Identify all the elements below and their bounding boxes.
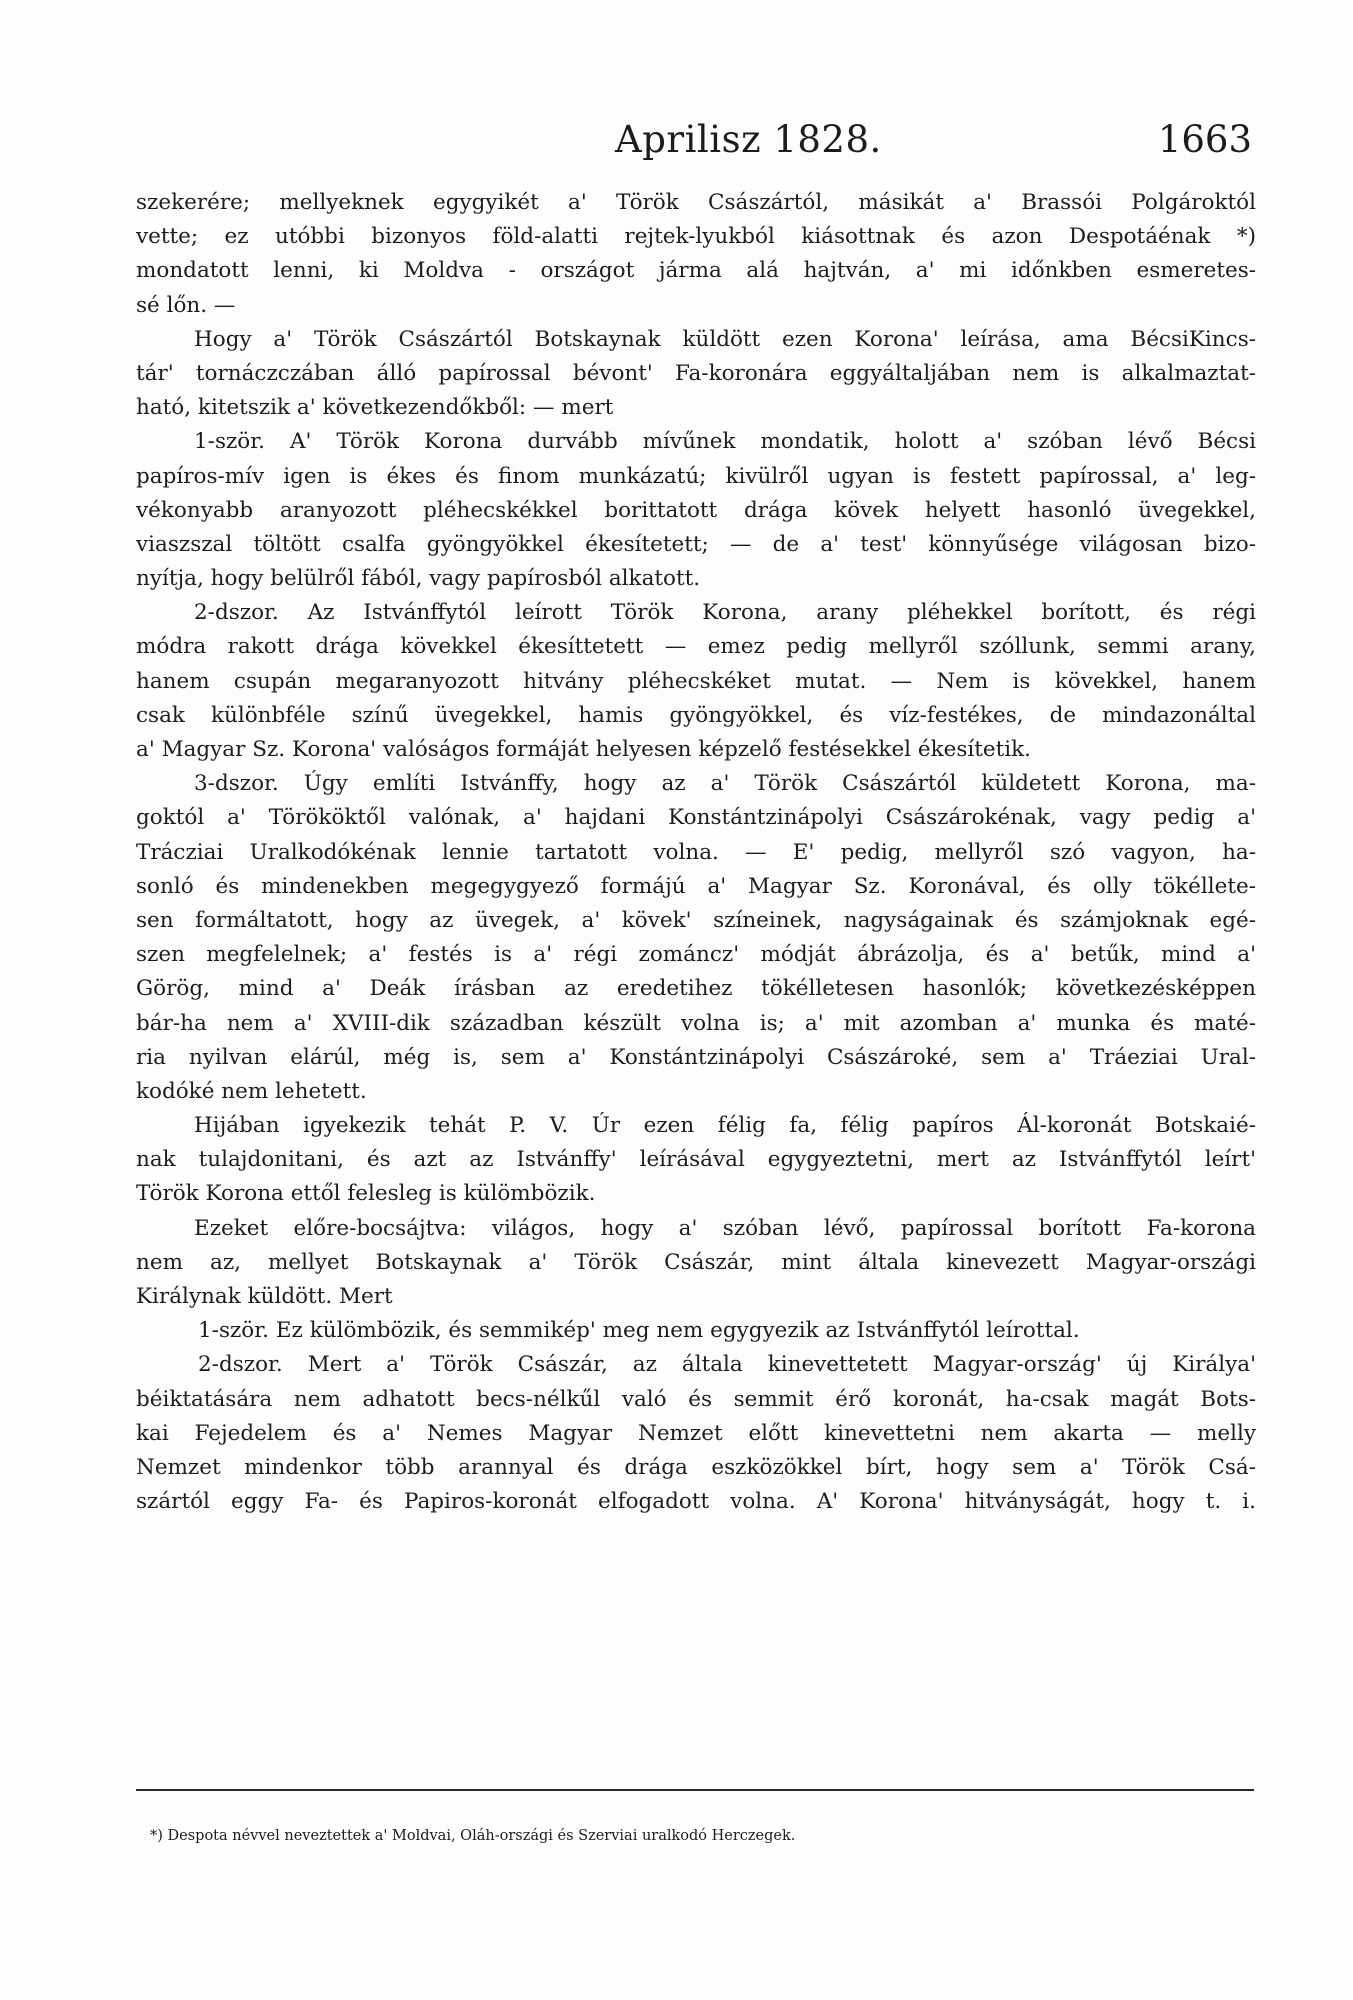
text-line: 3-dszor. Úgy említi Istvánffy, hogy az a' Török Császártól küldetett Korona, ma- bbox=[194, 771, 1256, 797]
page-header bbox=[140, 118, 1252, 168]
text-line: bár-ha nem a' XVIII-dik században készült volna is; a' mit azomban a' munka és maté- bbox=[136, 1010, 1256, 1036]
text-line: Hogy a' Török Császártól Botskaynak küldött ezen Korona' leírása, ama BécsiKincs- bbox=[194, 326, 1256, 352]
text-line: viaszszal töltött csalfa gyöngyökkel ékesítetett; — de a' test' könnyűsége világosan bizo- bbox=[136, 531, 1256, 557]
text-line: szártól eggy Fa- és Papiros-koronát elfogadott volna. A' Korona' hitványságát, hogy t. i. bbox=[136, 1489, 1256, 1515]
text-line: nyítja, hogy belülről fából, vagy papírosból alkatott. bbox=[136, 566, 701, 592]
text-line: 2-dszor. Mert a' Török Császár, az általa kinevettetett Magyar-ország' új Királya' bbox=[198, 1352, 1256, 1378]
text-line: csak különbféle színű üvegekkel, hamis gyöngyökkel, és víz-festékes, de mindazonáltal bbox=[136, 702, 1256, 728]
text-line: Török Korona ettől felesleg is külömbözik. bbox=[136, 1181, 596, 1207]
text-line: goktól a' Törököktől valónak, a' hajdani Konstántzinápolyi Császárokénak, vagy pedig a' bbox=[136, 805, 1256, 831]
text-line: tár' tornáczczában álló papírossal bévont' Fa-koronára eggyáltaljában nem is alkalmaztat- bbox=[136, 360, 1256, 386]
text-line: papíros-mív igen is ékes és finom munkázatú; kivülről ugyan is festett papírossal, a' leg- bbox=[136, 463, 1256, 489]
body-text bbox=[136, 186, 1256, 1519]
text-line: hanem csupán megaranyozott hitvány pléhecskéket mutat. — Nem is kövekkel, hanem bbox=[136, 668, 1256, 694]
text-line: 2-dszor. Az Istvánffytól leírott Török Korona, arany pléhekkel borított, és régi bbox=[194, 600, 1256, 626]
text-line: kai Fejedelem és a' Nemes Magyar Nemzet előtt kinevettetni nem akarta — melly bbox=[136, 1420, 1256, 1446]
text-line: ria nyilvan elárúl, még is, sem a' Konstántzinápolyi Császároké, sem a' Tráeziai Ural- bbox=[136, 1044, 1256, 1070]
text-line: Hijában igyekezik tehát P. V. Úr ezen félig fa, félig papíros Ál-koronát Botskaié- bbox=[194, 1113, 1256, 1139]
text-line: Ezeket előre-bocsájtva: világos, hogy a' szóban lévő, papírossal borított Fa-korona bbox=[194, 1215, 1256, 1241]
footnote-divider bbox=[136, 1789, 1254, 1791]
text-line: kodóké nem lehetett. bbox=[136, 1078, 367, 1104]
text-line: a' Magyar Sz. Korona' valóságos formáját helyesen képzelő festésekkel ékesítetik. bbox=[136, 737, 1032, 762]
page-number: 1663 bbox=[1157, 118, 1252, 161]
text-line: szen megfelelnek; a' festés is a' régi zománcz' módját ábrázolja, és a' betűk, mind a' bbox=[136, 942, 1256, 968]
text-line: Nemzet mindenkor több arannyal és drága eszközökkel bírt, hogy sem a' Török Csá- bbox=[136, 1454, 1256, 1480]
text-line: ható, kitetszik a' következendőkből: — mert bbox=[136, 395, 614, 421]
text-line: nem az, mellyet Botskaynak a' Török Császár, mint általa kinevezett Magyar-országi bbox=[136, 1249, 1256, 1275]
text-line: béiktatására nem adhatott becs-nélkűl való és semmit érő koronát, ha-csak magát Bots- bbox=[136, 1386, 1256, 1412]
footnote: *) Despota névvel neveztettek a' Moldvai, Oláh-országi és Szerviai uralkodó Herczegek. bbox=[150, 1828, 796, 1844]
text-line: sen formáltatott, hogy az üvegek, a' kövek' színeinek, nagyságainak és számjoknak egé- bbox=[136, 907, 1256, 933]
text-line: 1-ször. Ez külömbözik, és semmikép' meg nem egygyezik az Istvánffytól leírottal. bbox=[198, 1318, 1080, 1344]
text-line: Görög, mind a' Deák írásban az eredetihez tökélletesen hasonlók; következésképpen bbox=[136, 976, 1256, 1002]
text-line: nak tulajdonitani, és azt az Istvánffy' leírásával egygyeztetni, mert az Istvánffytól leírt' bbox=[136, 1147, 1256, 1173]
text-line: vette; ez utóbbi bizonyos föld-alatti rejtek-lyukból kiásottnak és azon Despotáénak *) bbox=[136, 224, 1256, 250]
text-line: mondatott lenni, ki Moldva - országot járma alá hajtván, a' mi időnkben esmeretes- bbox=[136, 258, 1256, 284]
text-line: 1-ször. A' Török Korona durvább mívűnek mondatik, holott a' szóban lévő Bécsi bbox=[194, 429, 1256, 455]
text-line: Trácziai Uralkodókénak lennie tartatott volna. — E' pedig, mellyről szó vagyon, ha- bbox=[136, 839, 1256, 865]
text-line: sonló és mindenekben megegygyező formájú a' Magyar Sz. Koronával, és olly tökéllete- bbox=[136, 873, 1256, 899]
text-line: vékonyabb aranyozott pléhecskékkel borittatott drága kövek helyett hasonló üvegekkel, bbox=[136, 497, 1256, 523]
text-line: módra rakott drága kövekkel ékesíttetett — emez pedig mellyről szóllunk, semmi arany, bbox=[136, 634, 1256, 660]
text-line: sé lőn. — bbox=[136, 292, 236, 318]
text-line: szekerére; mellyeknek egygyikét a' Török Császártól, másikát a' Brassói Polgároktól bbox=[136, 190, 1256, 215]
running-title: Aprilisz 1828. bbox=[615, 118, 882, 161]
text-line: Királynak küldött. Mert bbox=[136, 1284, 393, 1309]
